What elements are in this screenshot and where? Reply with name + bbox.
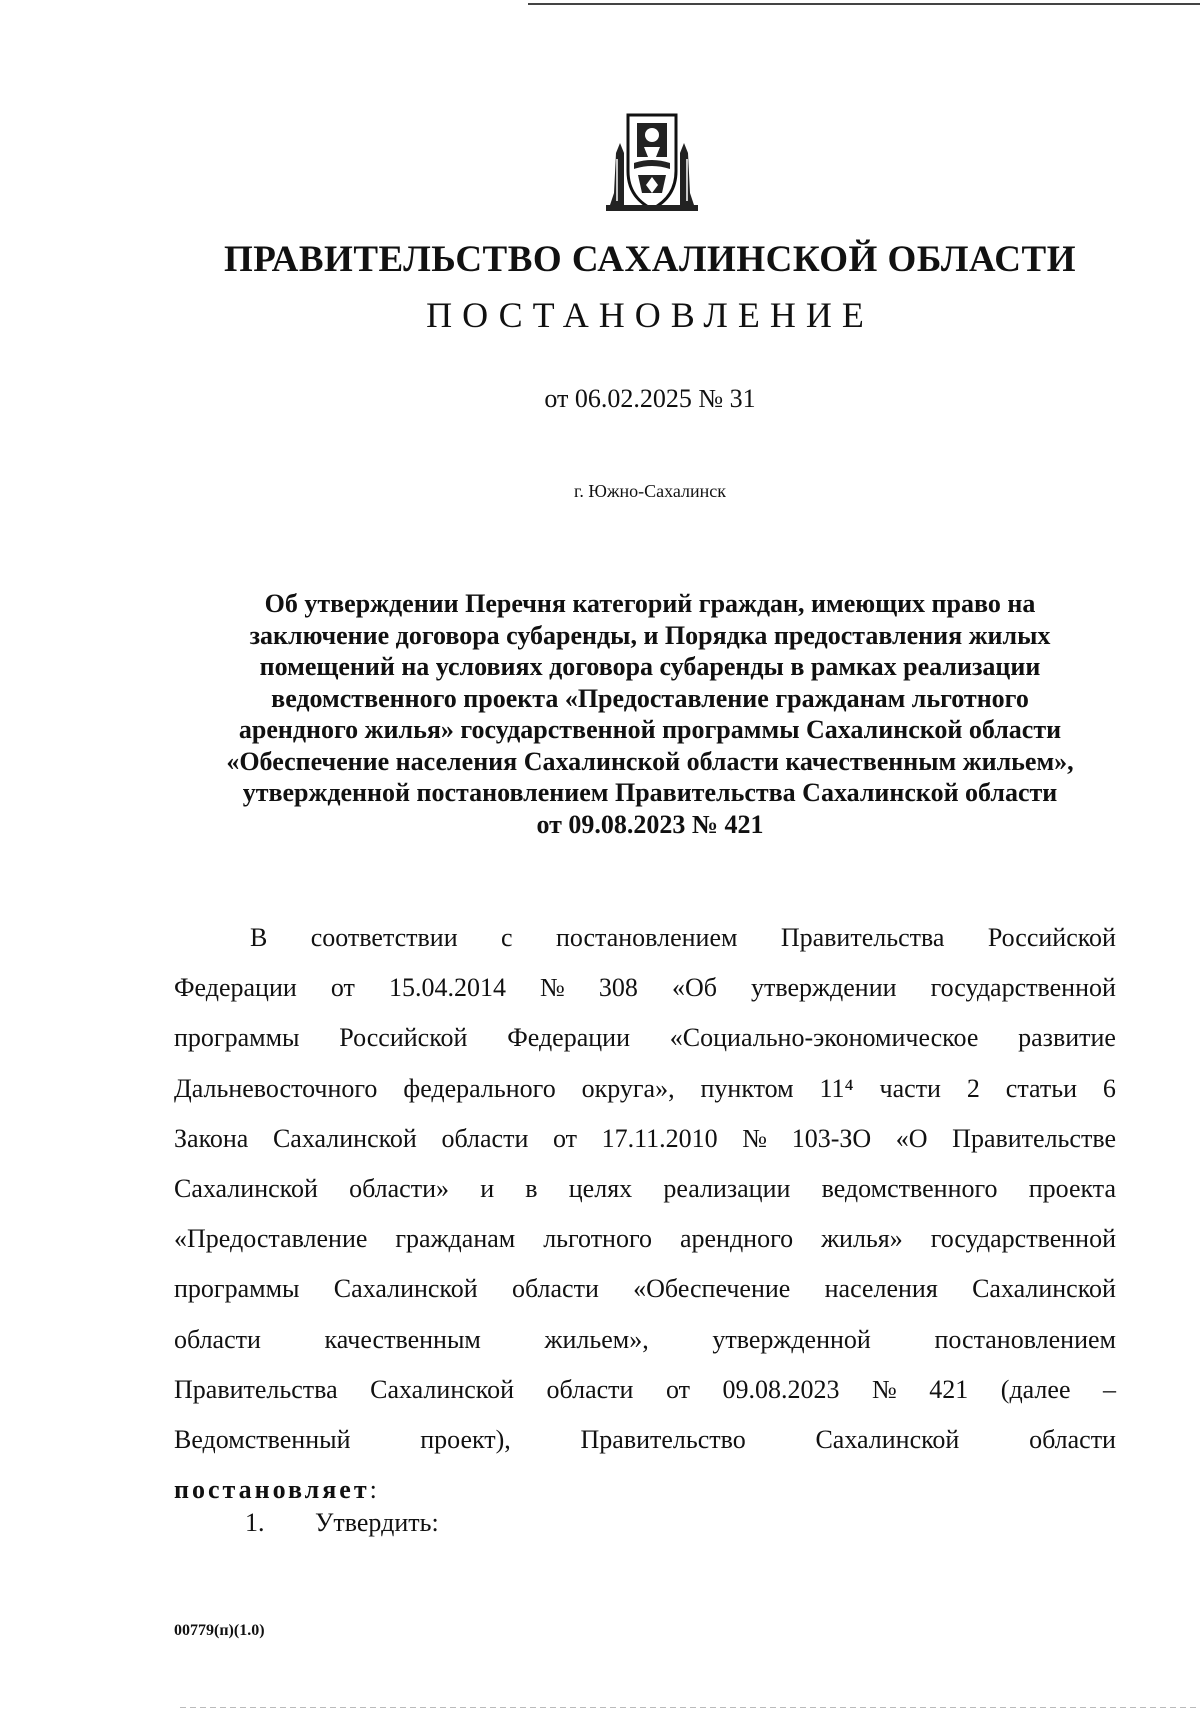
body-word: жилья» <box>821 1224 903 1254</box>
body-word: в <box>525 1173 538 1203</box>
heading-line: ведомственного проекта «Предоставление гражданам льготного <box>271 683 1029 713</box>
body-word: 17.11.2010 <box>601 1123 718 1153</box>
heading-line: помещений на условиях договора субаренды в рамках реализации <box>259 652 1041 681</box>
body-word: «Предоставление <box>174 1224 368 1254</box>
body-word: от <box>552 1123 578 1153</box>
body-line <box>174 1114 1116 1164</box>
body-word: «Обеспечение <box>633 1274 791 1304</box>
decree-word: постановляет <box>174 1475 370 1505</box>
body-word: программы <box>174 1023 300 1053</box>
body-word: постановлением <box>934 1324 1116 1354</box>
document-code: 00779(п)(1.0) <box>174 1622 265 1639</box>
body-word: качественным <box>324 1324 481 1354</box>
preamble-paragraph <box>174 913 1116 1515</box>
body-word: – <box>1103 1374 1116 1404</box>
body-word: Сахалинской <box>174 1173 318 1203</box>
body-word: округа», <box>581 1073 675 1103</box>
body-word: пунктом <box>700 1073 794 1103</box>
body-word: и <box>480 1173 495 1203</box>
heading-line: Об утверждении Перечня категорий граждан, имеющих право на <box>264 589 1036 618</box>
list-item <box>245 1508 439 1538</box>
body-line <box>174 1315 1116 1365</box>
body-word: Ведомственный <box>174 1424 351 1454</box>
document-heading <box>180 588 1120 840</box>
body-word: 103-ЗО <box>791 1123 872 1153</box>
body-line <box>174 1365 1116 1415</box>
body-word: развитие <box>1018 1023 1116 1053</box>
body-word: Сахалинской <box>815 1424 960 1454</box>
body-line <box>174 913 1116 963</box>
body-word: проекта <box>1028 1173 1116 1203</box>
body-word: государственной <box>930 973 1116 1003</box>
heading-line: арендного жилья» государственной программы Сахалинской области <box>238 715 1062 744</box>
body-word: области <box>546 1374 634 1404</box>
body-line <box>174 1013 1116 1063</box>
body-word: населения <box>824 1274 938 1304</box>
body-word: «Социально-экономическое <box>669 1023 979 1053</box>
body-word: Закона <box>174 1123 249 1153</box>
heading-line: от 09.08.2023 № 421 <box>536 809 764 839</box>
list-item-text: Утвердить: <box>315 1508 439 1537</box>
body-word: В <box>250 923 268 952</box>
body-word: постановлением <box>555 923 738 952</box>
body-word: от <box>665 1374 690 1404</box>
body-word: Сахалинской <box>333 1274 478 1304</box>
document-city: г. Южно-Сахалинск <box>573 481 727 501</box>
body-word: области <box>174 1324 261 1354</box>
body-word: (далее <box>1000 1374 1071 1404</box>
body-word: Федерации <box>174 973 297 1003</box>
body-word: соответствии <box>310 923 458 952</box>
heading-line: заключение договора субаренды, и Порядка предоставления жилых <box>249 620 1051 650</box>
body-word: 11⁴ <box>819 1073 854 1103</box>
body-word: Правительстве <box>952 1123 1116 1153</box>
body-word: 421 <box>929 1374 969 1404</box>
body-word: части <box>879 1073 941 1103</box>
body-word: проект), <box>420 1424 511 1454</box>
body-word: 6 <box>1102 1073 1116 1103</box>
body-word: Правительство <box>580 1424 746 1454</box>
body-word: № <box>742 1123 768 1153</box>
body-word: области <box>511 1274 599 1304</box>
body-word: гражданам <box>395 1224 516 1254</box>
body-line <box>174 963 1116 1013</box>
body-word: льготного <box>543 1224 652 1254</box>
body-word: № <box>871 1374 897 1404</box>
sakhalin-coat-of-arms-icon <box>604 113 700 215</box>
body-word: области» <box>349 1173 449 1203</box>
body-word: реализации <box>663 1173 791 1203</box>
body-word: Правительства <box>780 923 945 952</box>
body-word: области <box>1029 1424 1116 1454</box>
body-word: «О <box>895 1123 928 1153</box>
decree-colon: : <box>369 1475 377 1505</box>
document-type: ПОСТАНОВЛЕНИЕ <box>426 295 874 335</box>
body-word: № <box>540 973 565 1003</box>
body-word: государственной <box>930 1224 1116 1254</box>
government-title: ПРАВИТЕЛЬСТВО САХАЛИНСКОЙ ОБЛАСТИ <box>224 239 1076 280</box>
body-word: Дальневосточного <box>174 1073 378 1103</box>
body-word: от <box>330 973 355 1003</box>
body-word: 308 <box>598 973 638 1003</box>
body-word: Правительства <box>174 1374 338 1404</box>
body-word: 15.04.2014 <box>388 973 506 1003</box>
body-word: статьи <box>1005 1073 1078 1103</box>
body-line <box>174 1164 1116 1214</box>
body-word: Федерации <box>507 1023 630 1053</box>
heading-line: утвержденной постановлением Правительства Сахалинской области <box>242 778 1058 807</box>
body-word: ведомственного <box>821 1173 998 1203</box>
scan-edge-line <box>528 3 1200 5</box>
body-word: утвержденной <box>712 1324 871 1354</box>
body-line <box>174 1415 1116 1465</box>
body-word: целях <box>568 1173 633 1203</box>
body-word: с <box>501 923 513 952</box>
body-word: арендного <box>679 1224 794 1254</box>
body-line <box>174 1214 1116 1264</box>
body-word: Российской <box>987 923 1116 952</box>
body-word: области <box>441 1123 529 1153</box>
body-line <box>174 1264 1116 1314</box>
body-word: Сахалинской <box>370 1374 515 1404</box>
body-line <box>174 1064 1116 1114</box>
body-word: жильем», <box>544 1324 649 1354</box>
body-word: Сахалинской <box>972 1274 1116 1304</box>
heading-line: «Обеспечение населения Сахалинской области качественным жильем», <box>226 746 1074 776</box>
body-word: программы <box>174 1274 300 1304</box>
body-word: федерального <box>403 1073 556 1103</box>
document-date-number: от 06.02.2025 № 31 <box>544 384 756 413</box>
body-word: утверждении <box>751 973 897 1003</box>
body-word: Российской <box>339 1023 468 1053</box>
body-word: «Об <box>671 973 717 1003</box>
scan-edge-line <box>180 1707 1200 1708</box>
body-word: Сахалинской <box>272 1123 417 1153</box>
list-item-number: 1. <box>245 1508 265 1537</box>
body-word: 09.08.2023 <box>722 1374 840 1404</box>
body-word: 2 <box>966 1073 980 1103</box>
